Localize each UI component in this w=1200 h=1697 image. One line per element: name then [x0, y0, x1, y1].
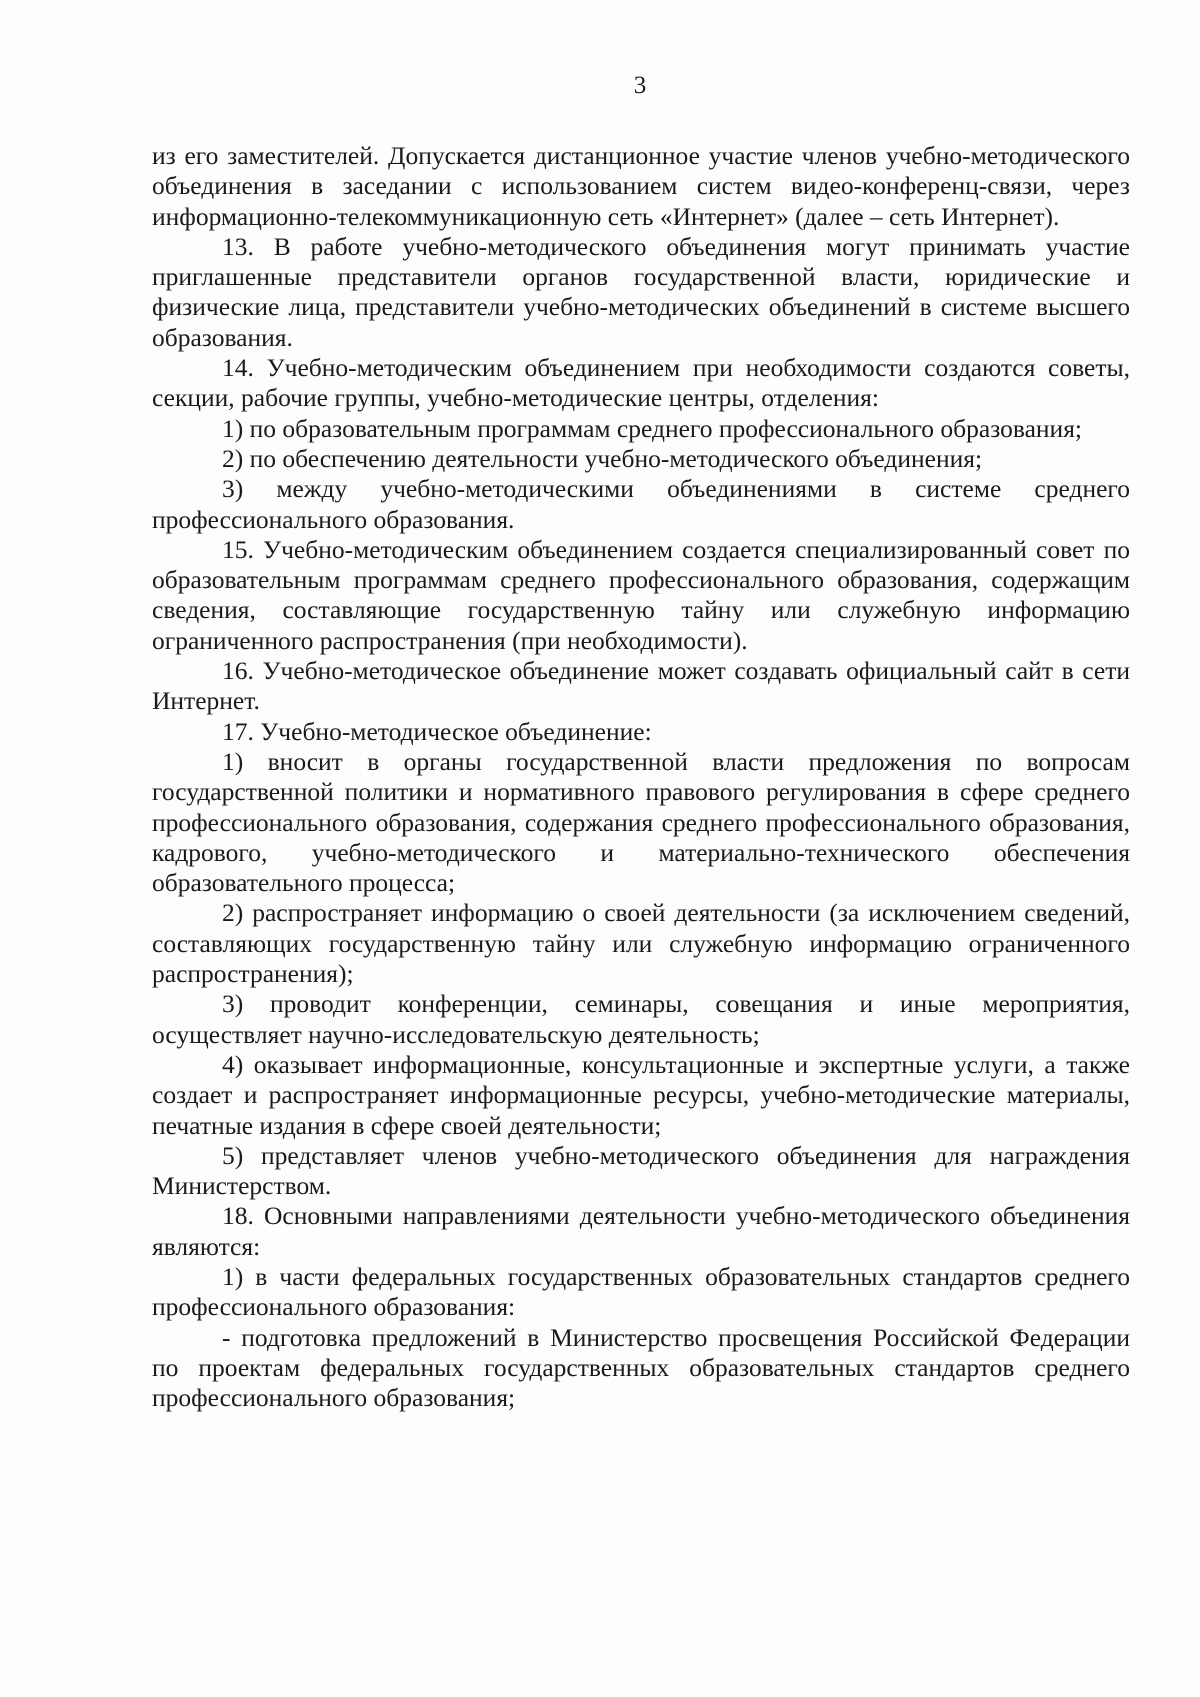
- paragraph-18: 18. Основными направлениями деятельности учебно-методического объединения являются:: [152, 1201, 1130, 1261]
- paragraph-16: 16. Учебно-методическое объединение может создавать официальный сайт в сети Интернет.: [152, 656, 1130, 716]
- paragraph-continuation: из его заместителей. Допускается дистанционное участие членов учебно-методического объединения в заседании с использованием систем видео-конференц-связи, через информационно-телекоммуникационную сеть «Интернет» (далее – сеть Интернет).: [152, 141, 1130, 231]
- paragraph-17: 17. Учебно-методическое объединение:: [222, 716, 652, 746]
- paragraph-17-item-1: 1) вносит в органы государственной власти предложения по вопросам государственной политики и нормативного правового регулирования в сфере среднего профессионального образования, содержания среднего профессионального образования, кадрового, учебно-методического и материально-технического обеспечения образовательного процесса;: [152, 746, 1130, 898]
- paragraph-13: 13. В работе учебно-методического объединения могут принимать участие приглашенные представители органов государственной власти, юридические и физические лица, представители учебно-методических объединений в системе высшего образования.: [152, 231, 1130, 352]
- paragraph-18-item-1: 1) в части федеральных государственных образовательных стандартов среднего профессионального образования:: [152, 1261, 1130, 1322]
- document-body: [152, 141, 1130, 1413]
- page-number: 3: [633, 72, 647, 99]
- paragraph-15: 15. Учебно-методическим объединением создается специализированный совет по образовательным программам среднего профессионального образования, содержащим сведения, составляющие государственную тайну или служебную информацию ограниченного распространения (при необходимости).: [152, 534, 1130, 655]
- paragraph-14: 14. Учебно-методическим объединением при необходимости создаются советы, секции, рабочие группы, учебно-методические центры, отделения:: [152, 353, 1130, 413]
- paragraph-17-item-5: 5) представляет членов учебно-методического объединения для награждения Министерством.: [152, 1140, 1130, 1201]
- paragraph-18-item-1-subitem: - подготовка предложений в Министерство просвещения Российской Федерации по проектам федеральных государственных образовательных стандартов среднего профессионального образования;: [152, 1322, 1130, 1413]
- paragraph-17-item-4: 4) оказывает информационные, консультационные и экспертные услуги, а также создает и распространяет информационные ресурсы, учебно-методические материалы, печатные издания в сфере своей деятельности;: [152, 1049, 1130, 1140]
- paragraph-17-item-3: 3) проводит конференции, семинары, совещания и иные мероприятия, осуществляет научно-исследовательскую деятельность;: [152, 989, 1130, 1049]
- paragraph-14-item-3: 3) между учебно-методическими объединениями в системе среднего профессионального образования.: [152, 474, 1130, 534]
- paragraph-14-item-2: 2) по обеспечению деятельности учебно-методического объединения;: [222, 443, 983, 473]
- paragraph-17-item-2: 2) распространяет информацию о своей деятельности (за исключением сведений, составляющих государственную тайну или служебную информацию ограниченного распространения);: [152, 898, 1130, 989]
- paragraph-14-item-1: 1) по образовательным программам среднего профессионального образования;: [222, 413, 1083, 443]
